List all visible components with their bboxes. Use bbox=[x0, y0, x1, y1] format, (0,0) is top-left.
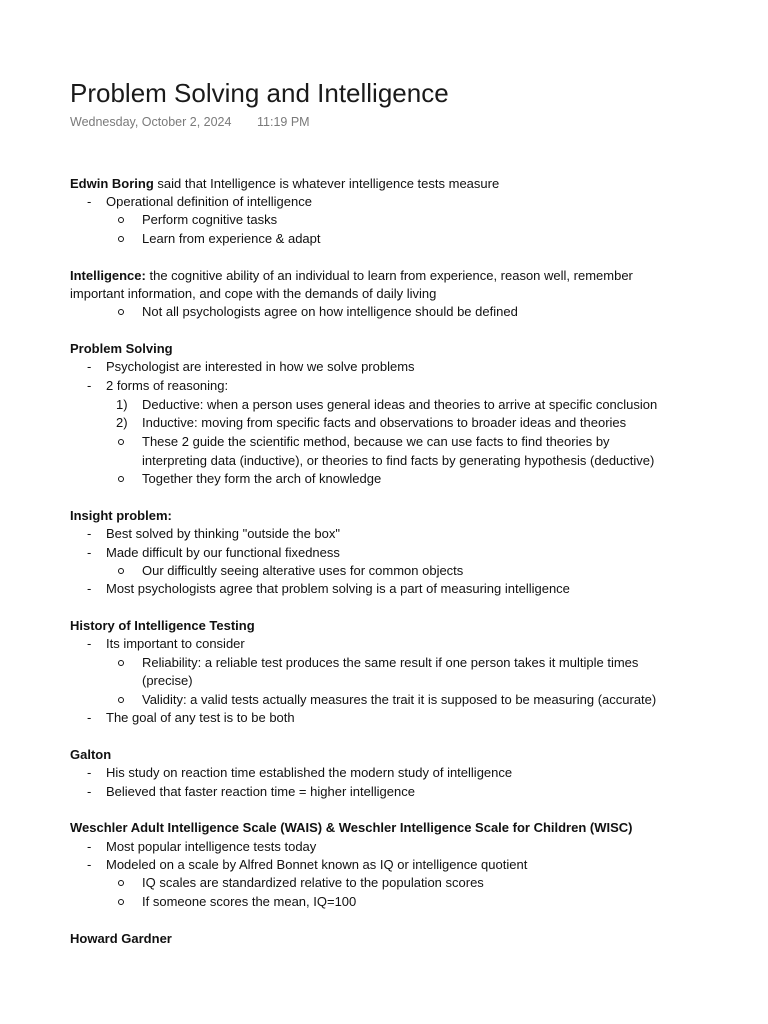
boring-circ2: Learn from experience & adapt bbox=[142, 231, 321, 246]
boring-heading: Edwin Boring bbox=[70, 176, 154, 191]
weschler-dash2: Modeled on a scale by Alfred Bonnet known as IQ or intelligence quotient bbox=[106, 857, 528, 872]
circle-bullet-icon bbox=[118, 568, 124, 574]
insight-dash2: Made difficult by our functional fixedness bbox=[106, 545, 340, 560]
dash-bullet: - bbox=[87, 378, 92, 393]
circle-bullet-icon bbox=[118, 880, 124, 886]
boring-paragraph bbox=[70, 175, 499, 193]
galton-dash1: His study on reaction time established the modern study of intelligence bbox=[106, 765, 513, 780]
dash-bullet: - bbox=[87, 857, 92, 872]
note-time: 11:19 PM bbox=[257, 115, 310, 129]
dash-bullet: - bbox=[87, 581, 92, 596]
circle-bullet-icon bbox=[118, 476, 124, 482]
intelligence-line2: important information, and cope with the demands of daily living bbox=[70, 286, 437, 301]
dash-bullet: - bbox=[87, 545, 92, 560]
number-marker: 2) bbox=[116, 415, 128, 430]
circle-bullet-icon bbox=[118, 899, 124, 905]
dash-bullet: - bbox=[87, 359, 92, 374]
history-dash2: The goal of any test is to be both bbox=[106, 710, 295, 725]
dash-bullet: - bbox=[87, 636, 92, 651]
circle-bullet-icon bbox=[118, 236, 124, 242]
history-circ1a: Reliability: a reliable test produces the same result if one person takes it multiple times bbox=[142, 655, 639, 670]
intelligence-heading: Intelligence: bbox=[70, 268, 146, 283]
dash-bullet: - bbox=[87, 194, 92, 209]
weschler-dash1: Most popular intelligence tests today bbox=[106, 839, 317, 854]
dash-bullet: - bbox=[87, 710, 92, 725]
problem-solving-dash1: Psychologist are interested in how we solve problems bbox=[106, 359, 415, 374]
boring-circ1: Perform cognitive tasks bbox=[142, 212, 278, 227]
circle-bullet-icon bbox=[118, 309, 124, 315]
intelligence-paragraph bbox=[70, 267, 633, 285]
problem-solving-circ1b: interpreting data (inductive), or theories to find facts by generating hypothesis (deductive) bbox=[142, 453, 655, 468]
galton-heading: Galton bbox=[70, 747, 112, 762]
dash-bullet: - bbox=[87, 765, 92, 780]
problem-solving-circ2: Together they form the arch of knowledge bbox=[142, 471, 382, 486]
gardner-heading: Howard Gardner bbox=[70, 931, 172, 946]
page-title: Problem Solving and Intelligence bbox=[70, 78, 449, 108]
problem-solving-dash2: 2 forms of reasoning: bbox=[106, 378, 229, 393]
insight-dash3: Most psychologists agree that problem solving is a part of measuring intelligence bbox=[106, 581, 570, 596]
circle-bullet-icon bbox=[118, 439, 124, 445]
circle-bullet-icon bbox=[118, 217, 124, 223]
intelligence-heading-text: the cognitive ability of an individual to learn from experience, reason well, remember bbox=[145, 268, 633, 283]
insight-dash1: Best solved by thinking "outside the box" bbox=[106, 526, 340, 541]
insight-heading: Insight problem: bbox=[70, 508, 172, 523]
history-dash1: Its important to consider bbox=[106, 636, 245, 651]
boring-heading-text: said that Intelligence is whatever intelligence tests measure bbox=[153, 176, 500, 191]
problem-solving-heading: Problem Solving bbox=[70, 341, 173, 356]
weschler-heading: Weschler Adult Intelligence Scale (WAIS) & Weschler Intelligence Scale for Children (WISC) bbox=[70, 820, 633, 835]
intelligence-circ1: Not all psychologists agree on how intelligence should be defined bbox=[142, 304, 518, 319]
boring-dash1: Operational definition of intelligence bbox=[106, 194, 312, 209]
number-marker: 1) bbox=[116, 397, 128, 412]
problem-solving-num2: Inductive: moving from specific facts and observations to broader ideas and theories bbox=[142, 415, 627, 430]
circle-bullet-icon bbox=[118, 660, 124, 666]
history-circ1b: (precise) bbox=[142, 673, 193, 688]
dash-bullet: - bbox=[87, 784, 92, 799]
problem-solving-num1: Deductive: when a person uses general ideas and theories to arrive at specific conclusion bbox=[142, 397, 658, 412]
weschler-circ2: If someone scores the mean, IQ=100 bbox=[142, 894, 357, 909]
weschler-circ1: IQ scales are standardized relative to the population scores bbox=[142, 875, 484, 890]
dash-bullet: - bbox=[87, 526, 92, 541]
circle-bullet-icon bbox=[118, 697, 124, 703]
history-heading: History of Intelligence Testing bbox=[70, 618, 255, 633]
problem-solving-circ1a: These 2 guide the scientific method, because we can use facts to find theories by bbox=[142, 434, 610, 449]
galton-dash2: Believed that faster reaction time = higher intelligence bbox=[106, 784, 415, 799]
insight-circ1: Our difficultly seeing alterative uses for common objects bbox=[142, 563, 464, 578]
history-circ2: Validity: a valid tests actually measures the trait it is supposed to be measuring (accurate) bbox=[142, 692, 657, 707]
note-date: Wednesday, October 2, 2024 bbox=[70, 115, 232, 129]
dash-bullet: - bbox=[87, 839, 92, 854]
